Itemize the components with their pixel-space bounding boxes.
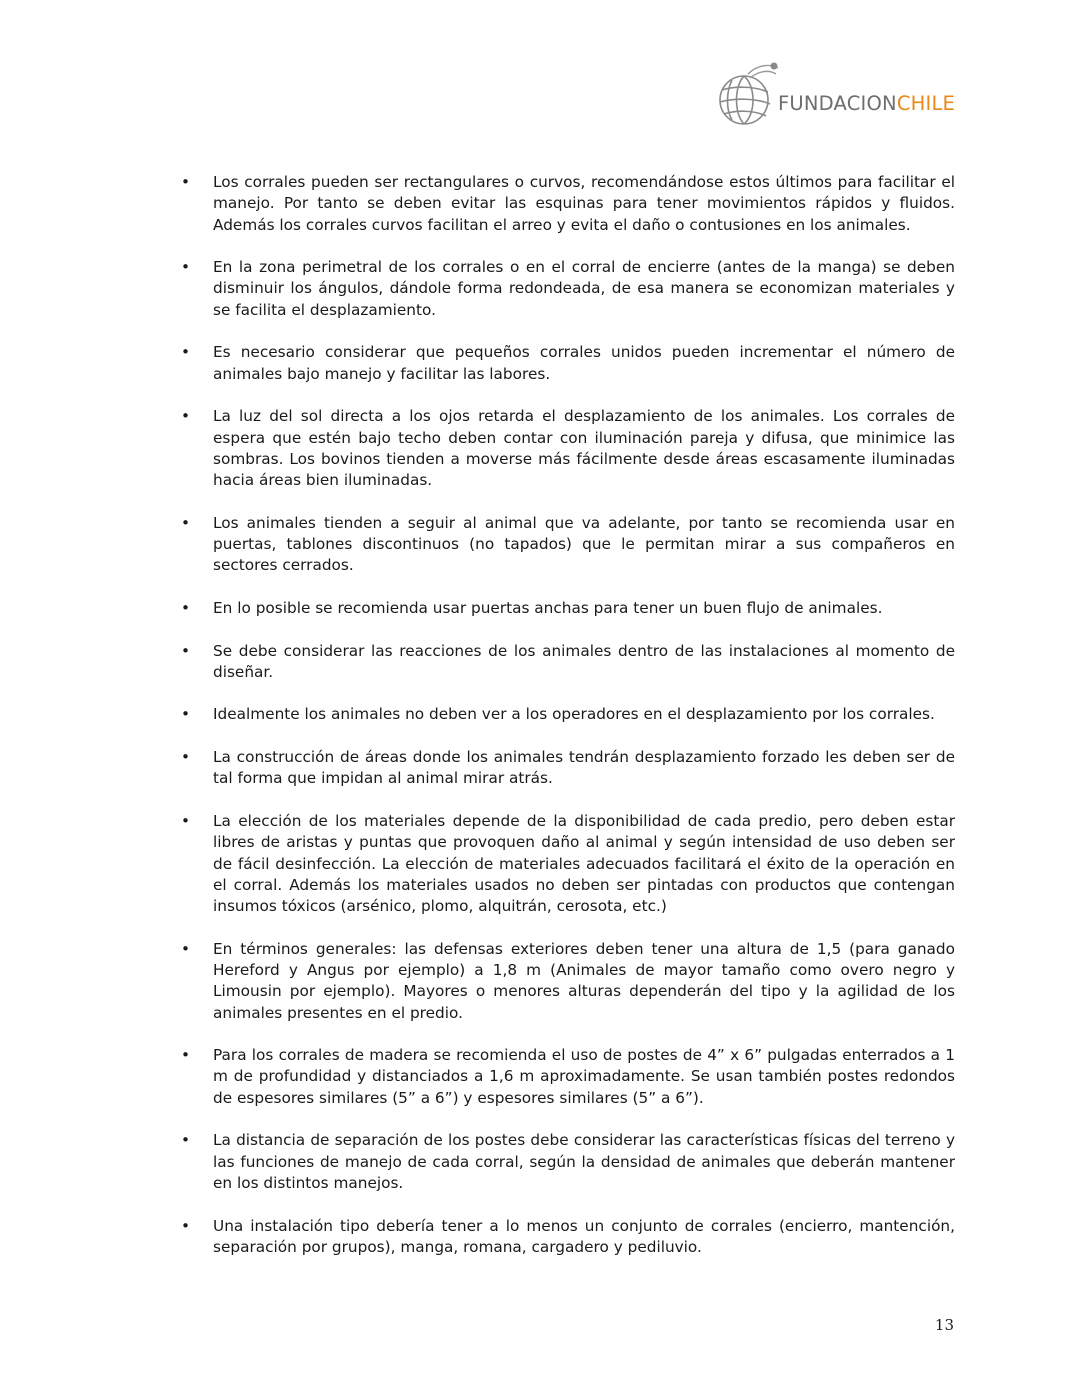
bullet-icon: •	[181, 407, 191, 426]
bullet-icon: •	[181, 939, 191, 958]
bullet-icon: •	[181, 1216, 191, 1235]
bullet-icon: •	[181, 1046, 191, 1065]
list-item	[175, 939, 955, 1024]
bullet-icon: •	[181, 598, 191, 617]
list-item	[175, 172, 955, 236]
list-item	[175, 342, 955, 385]
list-item	[175, 811, 955, 917]
list-item-text: Es necesario considerar que pequeños corrales unidos pueden incrementar el número de animales bajo manejo y facilitar las labores.	[213, 343, 955, 383]
bullet-icon: •	[181, 1131, 191, 1150]
list-item-text: La luz del sol directa a los ojos retarda el desplazamiento de los animales. Los corrales de espera que estén bajo techo deben contar con iluminación pareja y difusa, que minimice las sombras. Los bovinos tienden a moverse más fácilmente desde áreas escasamente iluminadas hacia áreas bien iluminadas.	[213, 407, 955, 490]
list-item	[175, 1045, 955, 1109]
bullet-icon: •	[181, 641, 191, 660]
bullet-icon: •	[181, 513, 191, 532]
bullet-icon: •	[181, 173, 191, 191]
list-item-text: En términos generales: las defensas exteriores deben tener una altura de 1,5 (para ganado Hereford y Angus por ejemplo) a 1,8 m (Animales de mayor tamaño como overo negro y Limousin por ejemplo). Mayores o menores alturas dependerán del tipo y la agilidad de los animales presentes en el predio.	[213, 939, 955, 1022]
list-item	[175, 598, 955, 619]
list-item-text: Una instalación tipo debería tener a lo menos un conjunto de corrales (encierro, mantención, separación por grupos), manga, romana, cargadero y pediluvio.	[213, 1216, 955, 1256]
logo-wordmark	[778, 94, 955, 114]
logo-text-fundacion: FUNDACION	[778, 92, 897, 115]
list-item-text: La distancia de separación de los postes debe considerar las características físicas del terreno y las funciones de manejo de cada corral, según la densidad de animales que deberán mantener en los distintos manejos.	[213, 1131, 955, 1192]
page-number: 13	[934, 1316, 954, 1334]
list-item-text: Para los corrales de madera se recomienda el uso de postes de 4” x 6” pulgadas enterrados a 1 m de profundidad y distanciados a 1,6 m aproximadamente. Se usan también postes redondos de espesores similares (5” a 6”) y espesores similares (5” a 6”).	[213, 1046, 955, 1107]
list-item-text: La elección de los materiales depende de la disponibilidad de cada predio, pero deben estar libres de aristas y puntas que provoquen daño al animal y según intensidad de uso deben ser de fácil desinfección. La elección de materiales adecuados facilitará el éxito de la operación en el corral. Además los materiales usados no deben ser pintadas con productos que contengan insumos tóxicos (arsénico, plomo, alquitrán, cerosota, etc.)	[213, 811, 955, 916]
globe-logo-icon	[714, 60, 784, 132]
bullet-list	[175, 172, 955, 1279]
fundacion-chile-logo	[714, 60, 964, 132]
list-item-text: En lo posible se recomienda usar puertas anchas para tener un buen flujo de animales.	[213, 598, 883, 617]
list-item	[175, 641, 955, 684]
list-item	[175, 406, 955, 491]
list-item-text: En la zona perimetral de los corrales o en el corral de encierre (antes de la manga) se deben disminuir los ángulos, dándole forma redondeada, de esa manera se economizan materiales y se facilita el desplazamiento.	[213, 258, 955, 319]
logo-text-chile: CHILE	[896, 92, 956, 115]
list-item	[175, 1216, 955, 1259]
list-item	[175, 513, 955, 577]
bullet-icon: •	[181, 748, 191, 767]
bullet-icon: •	[181, 258, 191, 277]
list-item	[175, 1130, 955, 1194]
list-item-text: Los animales tienden a seguir al animal que va adelante, por tanto se recomienda usar en puertas, tablones discontinuos (no tapados) que le permitan mirar a sus compañeros en sectores cerrados.	[213, 513, 955, 575]
list-item	[175, 704, 955, 725]
list-item	[175, 747, 955, 790]
bullet-icon: •	[181, 705, 191, 724]
list-item-text: La construcción de áreas donde los animales tendrán desplazamiento forzado les deben ser de tal forma que impidan al animal mirar atrás.	[213, 748, 955, 788]
list-item-text: Idealmente los animales no deben ver a los operadores en el desplazamiento por los corrales.	[213, 705, 935, 724]
list-item	[175, 257, 955, 321]
bullet-icon: •	[181, 343, 191, 362]
list-item-text: Los corrales pueden ser rectangulares o curvos, recomendándose estos últimos para facilitar el manejo. Por tanto se deben evitar las esquinas para tener movimientos rápidos y fluidos. Además los corrales curvos facilitan el arreo y evita el daño o contusiones en los animales.	[213, 173, 955, 234]
list-item-text: Se debe considerar las reacciones de los animales dentro de las instalaciones al momento de diseñar.	[213, 641, 955, 681]
bullet-icon: •	[181, 811, 191, 830]
